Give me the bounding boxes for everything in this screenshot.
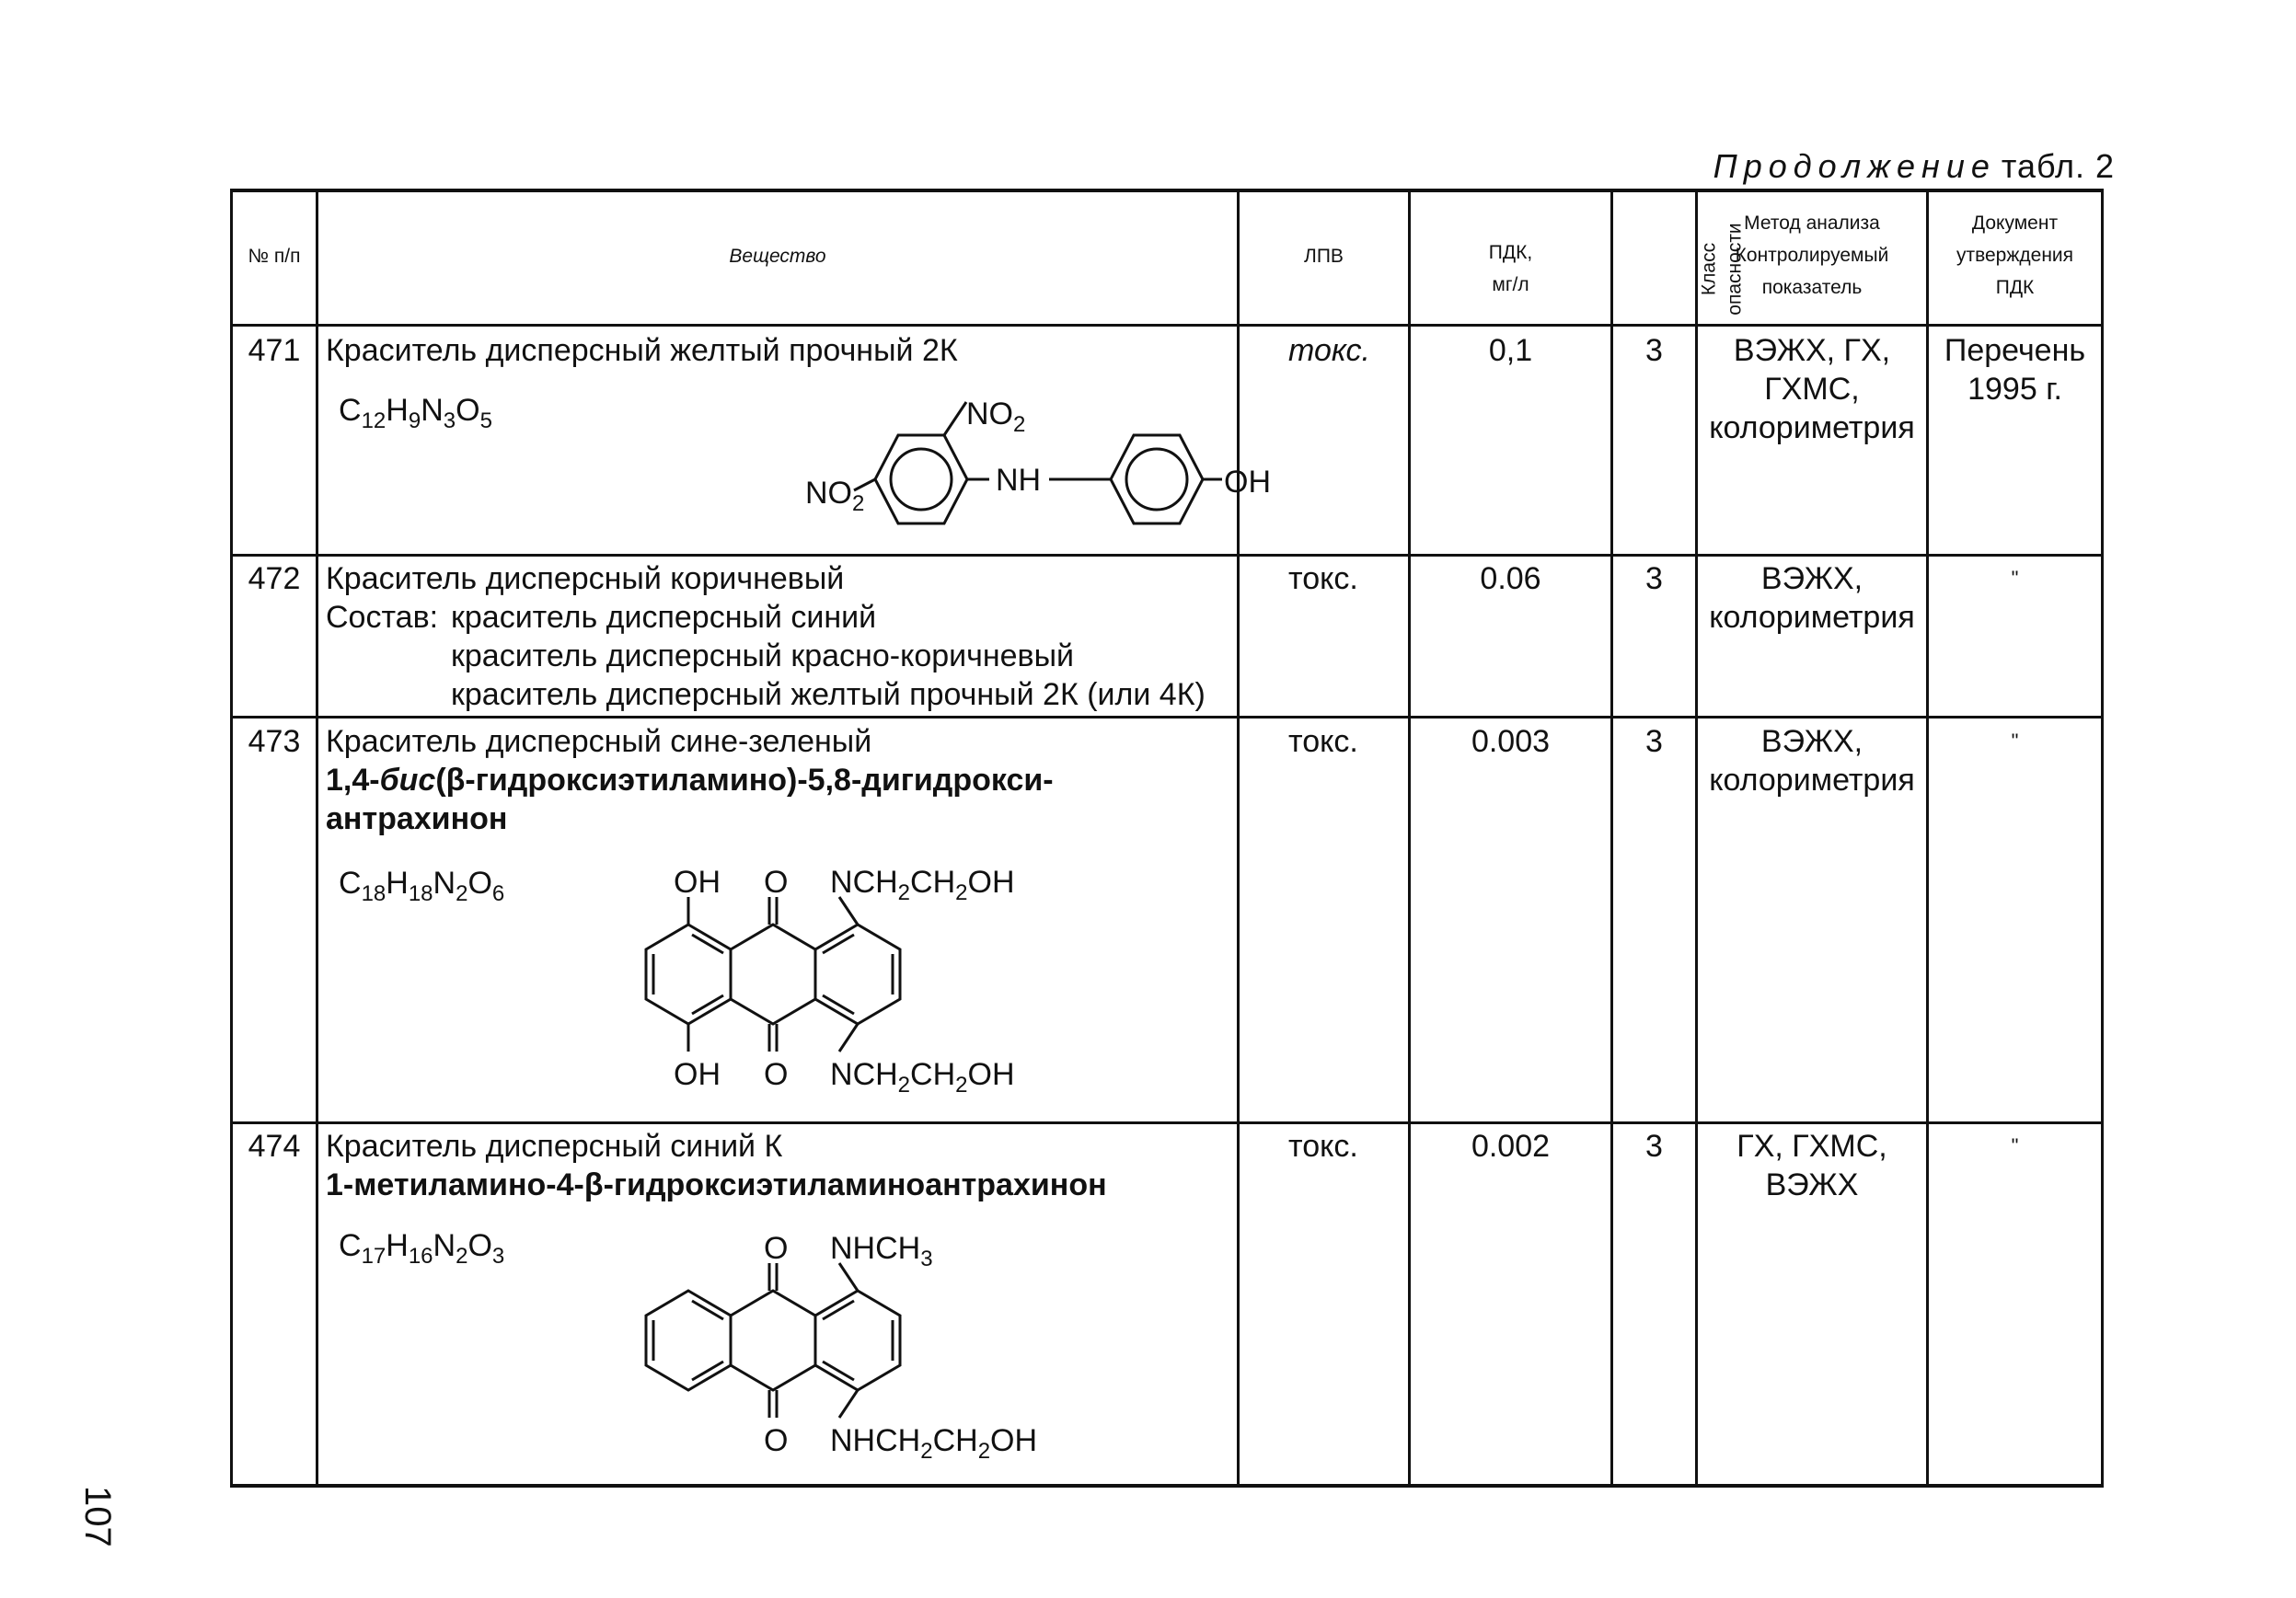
method-line: колориметрия: [1709, 600, 1915, 635]
formula-part: N: [421, 393, 444, 428]
method-line: колориметрия: [1709, 410, 1915, 445]
formula-sub: 17: [361, 1244, 387, 1269]
ring-right: [815, 1291, 900, 1390]
header-pdk: [1411, 236, 1610, 301]
chem-name-part: 1,4-: [326, 763, 380, 798]
header-pdk-line2: мг/л: [1492, 274, 1529, 295]
label-no2-top: $NO_2$: [966, 397, 1026, 437]
ring-left: [646, 925, 731, 1024]
formula-sub: 18: [361, 881, 387, 906]
row-471-formula: [339, 391, 492, 441]
formula-sub: 16: [408, 1244, 433, 1269]
header-hazard-line2: опасности: [1724, 223, 1746, 316]
label-n-bottom: $NCH_2CH_2OH$: [830, 1057, 1015, 1098]
row-471-structure: [571, 389, 1334, 559]
label-n-top: $NCH_2CH_2OH$: [830, 865, 1015, 905]
method-line: ГХ, ГХМС,: [1736, 1129, 1887, 1164]
row-473-method: [1698, 722, 1926, 799]
chem-name-part: бис: [379, 763, 436, 798]
row-473-name: Краситель дисперсный сине-зеленый: [326, 724, 872, 759]
label-oh-bottom: OH: [674, 1057, 721, 1092]
row-471-pdk: 0,1: [1488, 333, 1533, 368]
label-oh-top: OH: [674, 865, 721, 900]
continuation-word: Продолжение: [1713, 147, 1996, 185]
header-substance: Вещество: [729, 246, 826, 267]
row-474-structure: [589, 1226, 1307, 1489]
method-line: ВЭЖХ,: [1760, 561, 1863, 596]
row-472-document: ": [2011, 567, 2019, 590]
formula-part: H: [386, 1228, 409, 1263]
chem-name-part: (β-гидроксиэтиламино)-5,8-дигидрокси-: [435, 763, 1054, 798]
formula-part: N: [433, 1228, 456, 1263]
row-471-method: [1698, 331, 1926, 447]
bond-no2-left: [854, 479, 875, 490]
formula-part: O: [467, 1228, 492, 1263]
row-471-num: 471: [248, 333, 301, 368]
ring-middle: [731, 1291, 815, 1390]
substance-table: [230, 189, 2104, 1488]
row-471-name: Краситель дисперсный желтый прочный 2К: [326, 333, 958, 368]
row-472-method: [1698, 559, 1926, 637]
header-num: № п/п: [248, 246, 301, 267]
label-no2-left: $NO_2$: [805, 476, 865, 516]
formula-part: H: [386, 393, 409, 428]
row-472-num: 472: [248, 561, 301, 596]
table-continuation-caption: [1713, 147, 2115, 186]
bond-nh-top: [839, 1263, 858, 1291]
table-left-border: [230, 189, 233, 1488]
formula-part: N: [433, 866, 456, 901]
row-473-lpv: токс.: [1288, 724, 1358, 759]
row-472-hazard: 3: [1645, 561, 1663, 596]
row-473-chemical-name: [326, 761, 1062, 799]
method-line: колориметрия: [1709, 763, 1915, 798]
header-document-line1: Документ: [1971, 213, 2059, 234]
formula-sub: 9: [408, 408, 421, 433]
row-473-num: 473: [248, 724, 301, 759]
header-document-line3: ПДК: [1995, 277, 2035, 298]
aromatic-circle-left: [891, 449, 952, 510]
header-method-line3: показатель: [1761, 277, 1863, 298]
row-474-chemical-name: 1-метиламино-4-β-гидроксиэтиламиноантрахинон: [326, 1167, 1107, 1202]
row-474-num: 474: [248, 1129, 301, 1164]
formula-sub: 5: [479, 408, 492, 433]
header-method-line2: Контролируемый: [1735, 245, 1889, 266]
header-method: [1698, 207, 1926, 304]
row-472-composition-1: краситель дисперсный синий: [451, 600, 877, 635]
table-top-border: [230, 189, 2104, 192]
row-474-lpv: токс.: [1288, 1129, 1358, 1164]
header-bottom-border: [230, 324, 2104, 327]
label-nhch3: $NHCH_3$: [830, 1231, 933, 1271]
formula-part: C: [339, 1228, 362, 1263]
header-method-line1: Метод анализа: [1744, 213, 1880, 234]
formula-part: H: [386, 866, 409, 901]
bond-n-bottom: [839, 1024, 858, 1052]
formula-sub: 2: [456, 1244, 468, 1269]
row-474-pdk: 0.002: [1471, 1129, 1551, 1164]
ring-middle: [731, 925, 815, 1024]
row-474-method: [1698, 1127, 1926, 1204]
formula-sub: 3: [443, 408, 456, 433]
formula-sub: 2: [456, 881, 468, 906]
method-line: ВЭЖХ, ГХ,: [1733, 333, 1891, 368]
method-line: ВЭЖХ,: [1760, 724, 1863, 759]
formula-sub: 18: [408, 881, 433, 906]
row-471-hazard: 3: [1645, 333, 1663, 368]
formula-sub: 3: [491, 1244, 505, 1269]
row-divider-472-473: [230, 716, 2104, 719]
label-o-top: O: [764, 865, 789, 900]
label-oh: OH: [1224, 465, 1271, 500]
row-472-composition-label: Состав:: [326, 600, 439, 635]
row-474-formula: [339, 1226, 504, 1276]
document-line: 1995 г.: [1967, 372, 2062, 407]
col-divider-lpv: [1408, 189, 1411, 1488]
bond-no2-top: [944, 402, 966, 435]
formula-part: C: [339, 393, 362, 428]
label-nhch2ch2oh: $NHCH_2CH_2OH$: [830, 1423, 1038, 1464]
row-472-composition-2: краситель дисперсный красно-коричневый: [451, 638, 1075, 673]
document-line: Перечень: [1944, 333, 2086, 368]
ring-left: [646, 1291, 731, 1390]
header-document-line2: утверждения: [1956, 245, 2074, 266]
aromatic-circle-right: [1126, 449, 1187, 510]
row-472-name: Краситель дисперсный коричневый: [326, 561, 845, 596]
page-number: 107: [77, 1486, 118, 1547]
header-lpv: ЛПВ: [1304, 246, 1344, 267]
row-471-document: [1929, 331, 2101, 408]
row-472-lpv: токс.: [1288, 561, 1358, 596]
bond-n-top: [839, 897, 858, 925]
continuation-table-ref: табл. 2: [2001, 147, 2115, 185]
method-line: ВЭЖХ: [1765, 1167, 1859, 1202]
formula-sub: 6: [491, 881, 505, 906]
table-right-border: [2101, 189, 2104, 1488]
col-divider-num: [316, 189, 318, 1488]
label-nh: NH: [996, 463, 1042, 498]
formula-part: O: [467, 866, 492, 901]
formula-sub: 12: [361, 408, 387, 433]
row-473-formula: [339, 864, 504, 914]
label-o-bottom: O: [764, 1057, 789, 1092]
bond-nh-bottom: [839, 1390, 858, 1418]
row-473-structure: [589, 860, 1307, 1122]
row-473-pdk: 0.003: [1471, 724, 1551, 759]
label-o-bottom: O: [764, 1423, 789, 1458]
row-473-hazard: 3: [1645, 724, 1663, 759]
row-472-composition-3: краситель дисперсный желтый прочный 2К (или 4К): [451, 677, 1206, 712]
row-473-document: ": [2011, 730, 2019, 753]
header-hazard-line1: Класс: [1698, 242, 1720, 296]
row-474-hazard: 3: [1645, 1129, 1663, 1164]
row-471-lpv: токс.: [1288, 333, 1370, 368]
header-pdk-line1: ПДК,: [1488, 242, 1533, 263]
row-473-chemical-name-cont: антрахинон: [326, 801, 508, 836]
col-divider-pdk: [1610, 189, 1613, 1488]
row-474-name: Краситель дисперсный синий К: [326, 1129, 783, 1164]
label-o-top: O: [764, 1231, 789, 1266]
formula-part: C: [339, 866, 362, 901]
formula-part: O: [456, 393, 480, 428]
row-472-pdk: 0.06: [1480, 561, 1541, 596]
ring-right: [815, 925, 900, 1024]
header-document: [1929, 207, 2101, 304]
method-line: ГХМС,: [1764, 372, 1860, 407]
row-474-document: ": [2011, 1134, 2019, 1157]
